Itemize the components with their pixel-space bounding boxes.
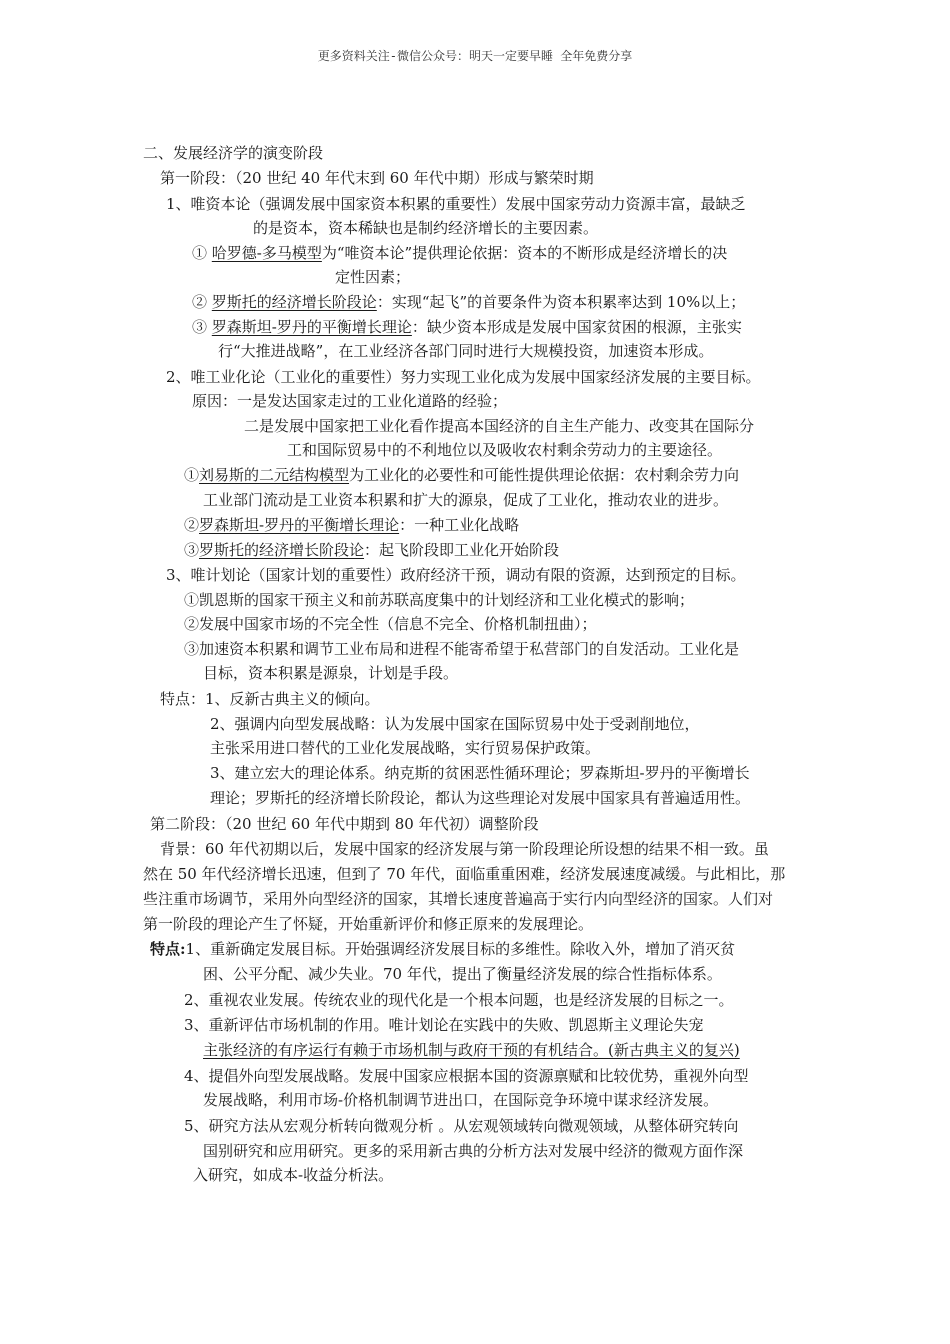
stage2-feature1-cont: 困、公平分配、减少失业。70 年代，提出了衡量经济发展的综合性指标体系。	[203, 965, 722, 983]
stage1-p1-item1-cont: 定性因素；	[335, 268, 411, 286]
stage1-feature3: 3、建立宏大的理论体系。纳克斯的贫困恶性循环理论；罗森斯坦-罗丹的平衡增长	[210, 764, 750, 782]
stage1-p2-reason2-cont: 工和国际贸易中的不利地位以及吸收农村剩余劳动力的主要途径。	[287, 441, 723, 459]
section-title: 二、发展经济学的演变阶段	[143, 144, 324, 162]
stage1-p3-line1: 3、唯计划论（国家计划的重要性）政府经济干预，调动有限的资源，达到预定的目标。	[166, 566, 746, 584]
stage1-p1-line2: 的是资本，资本稀缺也是制约经济增长的主要因素。	[253, 219, 599, 237]
stage2-background-2: 然在 50 年代经济增长迅速，但到了 70 年代，面临重重困难，经济发展速度减缓。与此相比，那	[143, 865, 786, 883]
stage1-feature2-cont: 主张采用进口替代的工业化发展战略，实行贸易保护政策。	[210, 739, 601, 757]
stage1-p1-item2	[192, 292, 745, 312]
theory-name: 罗斯托的经济增长阶段论	[199, 541, 365, 559]
feature-text-underlined: 主张经济的有序运行有赖于市场机制与政府干预的有机结合。	[203, 1041, 609, 1059]
stage2-feature2: 2、重视农业发展。传统农业的现代化是一个根本问题，也是经济发展的目标之一。	[184, 991, 734, 1009]
stage1-feature1: 特点：1、反新古典主义的倾向。	[160, 690, 380, 708]
stage2-feature3: 3、重新评估市场机制的作用。唯计划论在实践中的失败、凯恩斯主义理论失宠	[184, 1016, 704, 1034]
feature-note: (新古典主义的复兴)	[608, 1041, 740, 1059]
stage1-p2-item1-cont: 工业部门流动是工业资本积累和扩大的源泉，促成了工业化，推动农业的进步。	[203, 491, 729, 509]
stage1-p2-item2	[184, 515, 519, 535]
theory-name: 刘易斯的二元结构模型	[199, 466, 350, 484]
stage1-p2-line1: 2、唯工业化论（工业化的重要性）努力实现工业化成为发展中国家经济发展的主要目标。	[166, 368, 761, 386]
stage2-feature5: 5、研究方法从宏观分析转向微观分析 。从宏观领域转向微观领域，从整体研究转向	[184, 1117, 739, 1135]
stage2-feature1	[150, 939, 735, 959]
item-text: ：缺少资本形成是发展中国家贫困的根源，主张实	[411, 318, 742, 336]
stage2-background-1: 背景：60 年代初期以后，发展中国家的经济发展与第一阶段理论所设想的结果不相一致。虽	[160, 840, 769, 858]
item-number: ②	[192, 293, 208, 311]
stage1-p1-item3-cont: 行“大推进战略”，在工业经济各部门同时进行大规模投资，加速资本形成。	[218, 342, 714, 360]
feature-label: 特点:	[150, 940, 186, 958]
theory-name: 罗森斯坦-罗丹的平衡增长理论	[211, 318, 412, 336]
stage2-title: 第二阶段：（20 世纪 60 年代中期到 80 年代初）调整阶段	[150, 815, 539, 833]
stage1-p3-item3-cont: 目标，资本积累是源泉，计划是手段。	[203, 664, 459, 682]
stage1-p2-reason2: 二是发展中国家把工业化看作提高本国经济的自主生产能力、改变其在国际分	[244, 417, 755, 435]
stage1-feature2: 2、强调内向型发展战略：认为发展中国家在国际贸易中处于受剥削地位，	[210, 715, 700, 733]
feature-text: 1、重新确定发展目标。开始强调经济发展目标的多维性。除收入外，增加了消灭贫	[185, 940, 736, 958]
stage1-feature3-cont: 理论；罗斯托的经济增长阶段论，都认为这些理论对发展中国家具有普遍适用性。	[210, 789, 751, 807]
stage1-p2-item3	[184, 540, 559, 560]
item-text: ：一种工业化战略	[399, 516, 520, 534]
item-number: ③	[184, 541, 200, 559]
item-text: ：实现“起飞”的首要条件为资本积累率达到 10%以上；	[376, 293, 746, 311]
stage1-p3-item2: ②发展中国家市场的不完全性（信息不完全、价格机制扭曲）；	[184, 615, 597, 633]
item-number: ②	[184, 516, 200, 534]
stage1-p3-item1: ①凯恩斯的国家干预主义和前苏联高度集中的计划经济和工业化模式的影响；	[184, 591, 695, 609]
stage1-p3-item3: ③加速资本积累和调节工业布局和进程不能寄希望于私营部门的自发活动。工业化是	[184, 640, 740, 658]
stage2-feature3-cont	[203, 1040, 740, 1060]
item-number: ③	[192, 318, 208, 336]
theory-name: 罗斯托的经济增长阶段论	[211, 293, 377, 311]
item-number: ①	[192, 244, 208, 262]
page-header: 更多资料关注-微信公众号：明天一定要早睡 全年免费分享	[317, 49, 633, 63]
stage2-feature5-cont2: 入研究，如成本-收益分析法。	[193, 1166, 394, 1184]
stage2-background-4: 第一阶段的理论产生了怀疑，开始重新评价和修正原来的发展理论。	[143, 915, 594, 933]
theory-name: 哈罗德-多马模型	[211, 244, 322, 262]
stage1-p1-item1	[192, 243, 727, 263]
stage1-title: 第一阶段：（20 世纪 40 年代末到 60 年代中期）形成与繁荣时期	[160, 169, 594, 187]
stage2-feature4-cont: 发展战略，利用市场-价格机制调节进出口，在国际竞争环境中谋求经济发展。	[203, 1091, 719, 1109]
stage2-background-3: 些注重市场调节，采用外向型经济的国家，其增长速度普遍高于实行内向型经济的国家。人们对	[143, 890, 774, 908]
item-text: 为工业化的必要性和可能性提供理论依据：农村剩余劳力向	[349, 466, 740, 484]
item-text: 为“唯资本论”提供理论依据：资本的不断形成是经济增长的决	[321, 244, 728, 262]
stage2-feature4: 4、提倡外向型发展战略。发展中国家应根据本国的资源禀赋和比较优势，重视外向型	[184, 1067, 749, 1085]
stage1-p2-item1	[184, 465, 739, 485]
item-text: ：起飞阶段即工业化开始阶段	[364, 541, 560, 559]
item-number: ①	[184, 466, 200, 484]
theory-name: 罗森斯坦-罗丹的平衡增长理论	[199, 516, 400, 534]
stage1-p1-line1: 1、唯资本论（强调发展中国家资本积累的重要性）发展中国家劳动力资源丰富，最缺乏	[166, 195, 746, 213]
stage1-p2-reason1: 原因：一是发达国家走过的工业化道路的经验；	[192, 392, 508, 410]
stage2-feature5-cont: 国别研究和应用研究。更多的采用新古典的分析方法对发展中经济的微观方面作深	[203, 1142, 744, 1160]
stage1-p1-item3	[192, 317, 742, 337]
